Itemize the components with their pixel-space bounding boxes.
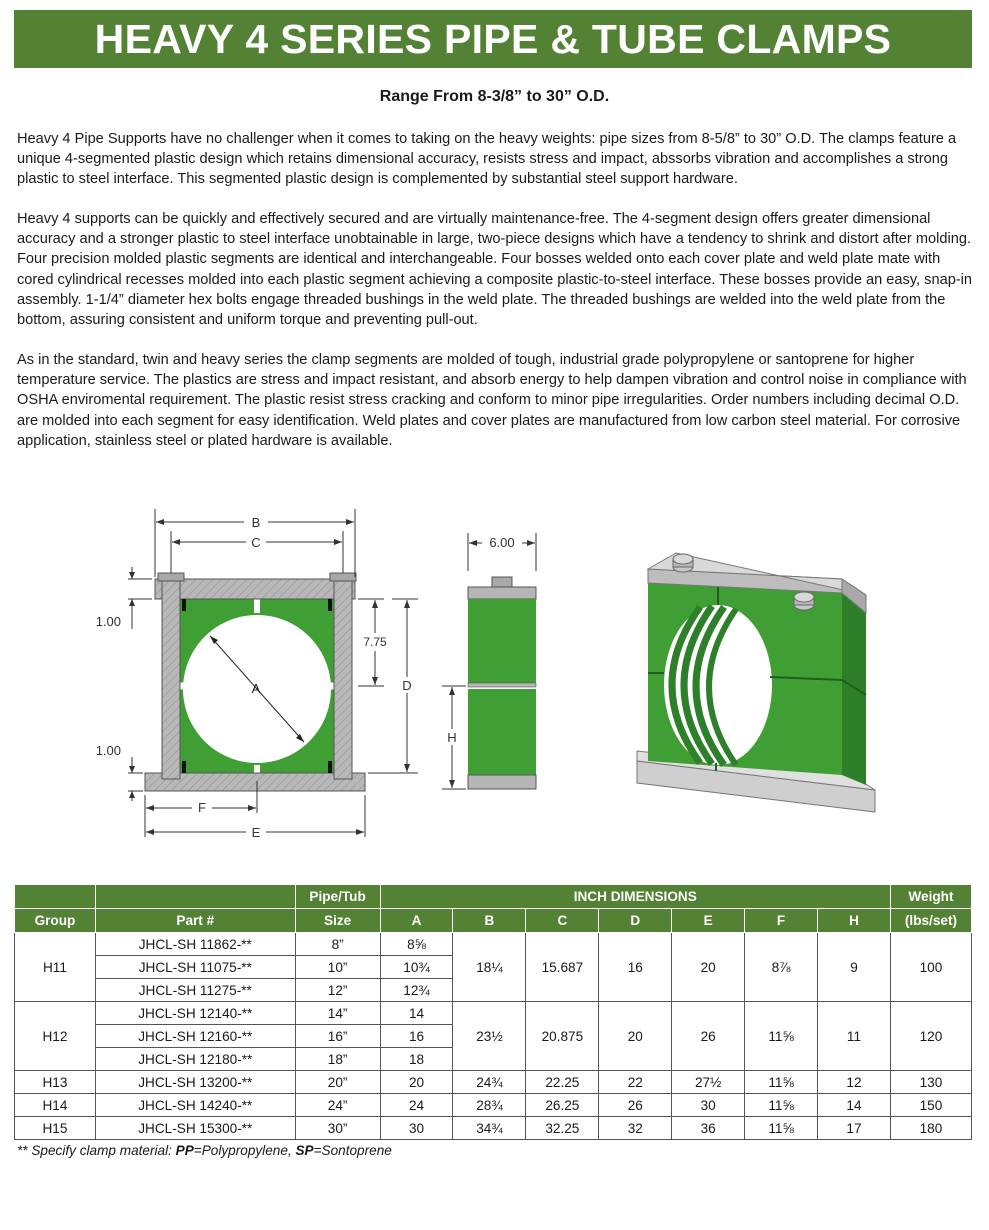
e-cell: 36 (672, 1117, 745, 1140)
a-cell: 20 (380, 1071, 453, 1094)
description-paragraph: Heavy 4 supports can be quickly and effectively secured and are virtually maintenance-free. The 4-segment design offers greater dimensional accuracy and a stronger plastic to steel interface unobtainable in large, two-piece designs which have a tendency to shrink and distort after molding. Four precision molded plastic segments are identical and interchangeable. Four bosses welded onto each cover plate and weld plate mate with cored cylindrical recesses molded into each plastic segment achieving a composite plastic-to-steel interface. These bosses provide an easy, snap-in assembly. 1-1/4” diameter hex bolts engage threaded bushings in the weld plate. The threaded bushings are welded into the weld plate from the bottom, assuring consistent and uniform torque and preventing pull-out. (17, 211, 973, 329)
e-cell: 30 (672, 1094, 745, 1117)
d-cell: 22 (599, 1071, 672, 1094)
description-paragraph: As in the standard, twin and heavy series the clamp segments are molded of tough, industrial grade polypropylene or santoprene for higher temperature service. The plastics are stress and impact resistant, and absorb energy to help dampen vibration and control noise in compliance with OSHA enviromental requirement. The plastic resist stress cracking and conform to minor pipe irregularities. Order numbers including decimal O.D. are molded into each segment for easy identification. Weld plates and cover plates are manufactured from low carbon steel material. For corrosive application, stainless steel or plated hardware is available. (17, 352, 967, 449)
header-a: A (380, 909, 453, 933)
group-cell: H15 (15, 1117, 96, 1140)
b-cell: 18¼ (453, 933, 526, 1002)
header-size: Size (295, 909, 380, 933)
isometric-view (637, 553, 875, 812)
table-row (15, 1071, 972, 1094)
header-weight: Weight (890, 885, 971, 909)
group-cell: H11 (15, 933, 96, 1002)
group-cell: H13 (15, 1071, 96, 1094)
b-cell: 34¾ (453, 1117, 526, 1140)
d-cell: 32 (599, 1117, 672, 1140)
header-weight-unit: (lbs/set) (890, 909, 971, 933)
left-bolt (162, 579, 180, 779)
range-subtitle: Range From 8-3/8” to 30” O.D. (379, 88, 610, 105)
b-cell: 24¾ (453, 1071, 526, 1094)
a-cell: 18 (380, 1048, 453, 1071)
half-height-label: 7.75 (363, 635, 387, 649)
sp-code: SP (295, 1143, 314, 1158)
clamp-drawings-svg (0, 495, 989, 855)
size-cell: 20” (295, 1071, 380, 1094)
material-footnote: ** Specify clamp material: PP=Polypropylene, SP=Sontoprene (17, 1143, 392, 1158)
header-b: B (453, 909, 526, 933)
h-cell: 12 (818, 1071, 891, 1094)
dimension-c-label: C (251, 535, 261, 550)
h-cell: 9 (818, 933, 891, 1002)
f-cell: 11⅝ (745, 1071, 818, 1094)
size-cell: 30” (295, 1117, 380, 1140)
b-cell: 23½ (453, 1002, 526, 1071)
size-cell: 12” (295, 979, 380, 1002)
dimension-e-label: E (251, 825, 261, 840)
size-cell: 24” (295, 1094, 380, 1117)
c-cell: 32.25 (526, 1117, 599, 1140)
part-cell: JHCL-SH 12140-** (95, 1002, 295, 1025)
dimension-b-label: B (251, 515, 261, 530)
table-row (15, 1117, 972, 1140)
header-inch-dimensions: INCH DIMENSIONS (380, 885, 890, 909)
header-h: H (818, 909, 891, 933)
a-cell: 12¾ (380, 979, 453, 1002)
size-cell: 8” (295, 933, 380, 956)
table-header-row (15, 909, 972, 933)
e-cell: 27½ (672, 1071, 745, 1094)
a-cell: 16 (380, 1025, 453, 1048)
c-cell: 22.25 (526, 1071, 599, 1094)
header-f: F (745, 909, 818, 933)
dimension-a-label: A (251, 681, 261, 696)
weight-cell: 150 (890, 1094, 971, 1117)
size-cell: 16” (295, 1025, 380, 1048)
c-cell: 15.687 (526, 933, 599, 1002)
size-cell: 18” (295, 1048, 380, 1071)
a-cell: 10¾ (380, 956, 453, 979)
group-cell: H12 (15, 1002, 96, 1071)
a-cell: 14 (380, 1002, 453, 1025)
header-c: C (526, 909, 599, 933)
part-cell: JHCL-SH 14240-** (95, 1094, 295, 1117)
table-row (15, 933, 972, 956)
dimension-f-label: F (198, 800, 206, 815)
f-cell: 11⅝ (745, 1117, 818, 1140)
header-d: D (599, 909, 672, 933)
e-cell: 26 (672, 1002, 745, 1071)
c-cell: 20.875 (526, 1002, 599, 1071)
description-paragraph: Heavy 4 Pipe Supports have no challenger when it comes to taking on the heavy weights: pipe sizes from 8-5/8” to 30” O.D. The clamps feature a unique 4-segmented plastic design which retains dimensional accuracy, resists stress and impact, abssorbs vibration and accomplishes a strong plastic to steel interface. This segmented plastic design is complemented by substantial steel support hardware. (17, 131, 957, 188)
page-title: HEAVY 4 SERIES PIPE & TUBE CLAMPS (14, 10, 972, 68)
header-part: Part # (95, 909, 295, 933)
c-cell: 26.25 (526, 1094, 599, 1117)
a-cell: 30 (380, 1117, 453, 1140)
b-cell: 28¾ (453, 1094, 526, 1117)
pp-code: PP (175, 1143, 194, 1158)
dimension-d-label: D (402, 678, 412, 693)
top-plate-thickness-label: 1.00 (95, 614, 121, 629)
d-cell: 20 (599, 1002, 672, 1071)
weight-cell: 100 (890, 933, 971, 1002)
size-cell: 10” (295, 956, 380, 979)
dimensions-table (14, 884, 972, 1140)
f-cell: 11⅝ (745, 1094, 818, 1117)
part-cell: JHCL-SH 15300-** (95, 1117, 295, 1140)
front-view (96, 509, 418, 840)
header-pipe: Pipe/Tub (295, 885, 380, 909)
table-header-row (15, 885, 972, 909)
part-cell: JHCL-SH 13200-** (95, 1071, 295, 1094)
h-cell: 11 (818, 1002, 891, 1071)
side-view (442, 533, 536, 789)
weight-cell: 130 (890, 1071, 971, 1094)
dimension-h-label: H (447, 730, 457, 745)
table-row (15, 1002, 972, 1025)
header-group: Group (15, 909, 96, 933)
d-cell: 26 (599, 1094, 672, 1117)
h-cell: 17 (818, 1117, 891, 1140)
weight-cell: 120 (890, 1002, 971, 1071)
cover-plate (155, 579, 355, 599)
part-cell: JHCL-SH 12180-** (95, 1048, 295, 1071)
bottom-plate-thickness-label: 1.00 (95, 743, 121, 758)
technical-drawing (0, 495, 989, 855)
weight-cell: 180 (890, 1117, 971, 1140)
header-e: E (672, 909, 745, 933)
group-cell: H14 (15, 1094, 96, 1117)
width-label: 6.00 (489, 535, 515, 550)
f-cell: 11⅝ (745, 1002, 818, 1071)
size-cell: 14” (295, 1002, 380, 1025)
d-cell: 16 (599, 933, 672, 1002)
table-row (15, 1094, 972, 1117)
part-cell: JHCL-SH 11075-** (95, 956, 295, 979)
part-cell: JHCL-SH 12160-** (95, 1025, 295, 1048)
a-cell: 8⅝ (380, 933, 453, 956)
a-cell: 24 (380, 1094, 453, 1117)
h-cell: 14 (818, 1094, 891, 1117)
part-cell: JHCL-SH 11862-** (95, 933, 295, 956)
f-cell: 8⅞ (745, 933, 818, 1002)
e-cell: 20 (672, 933, 745, 1002)
right-bolt (334, 579, 352, 779)
part-cell: JHCL-SH 11275-** (95, 979, 295, 1002)
